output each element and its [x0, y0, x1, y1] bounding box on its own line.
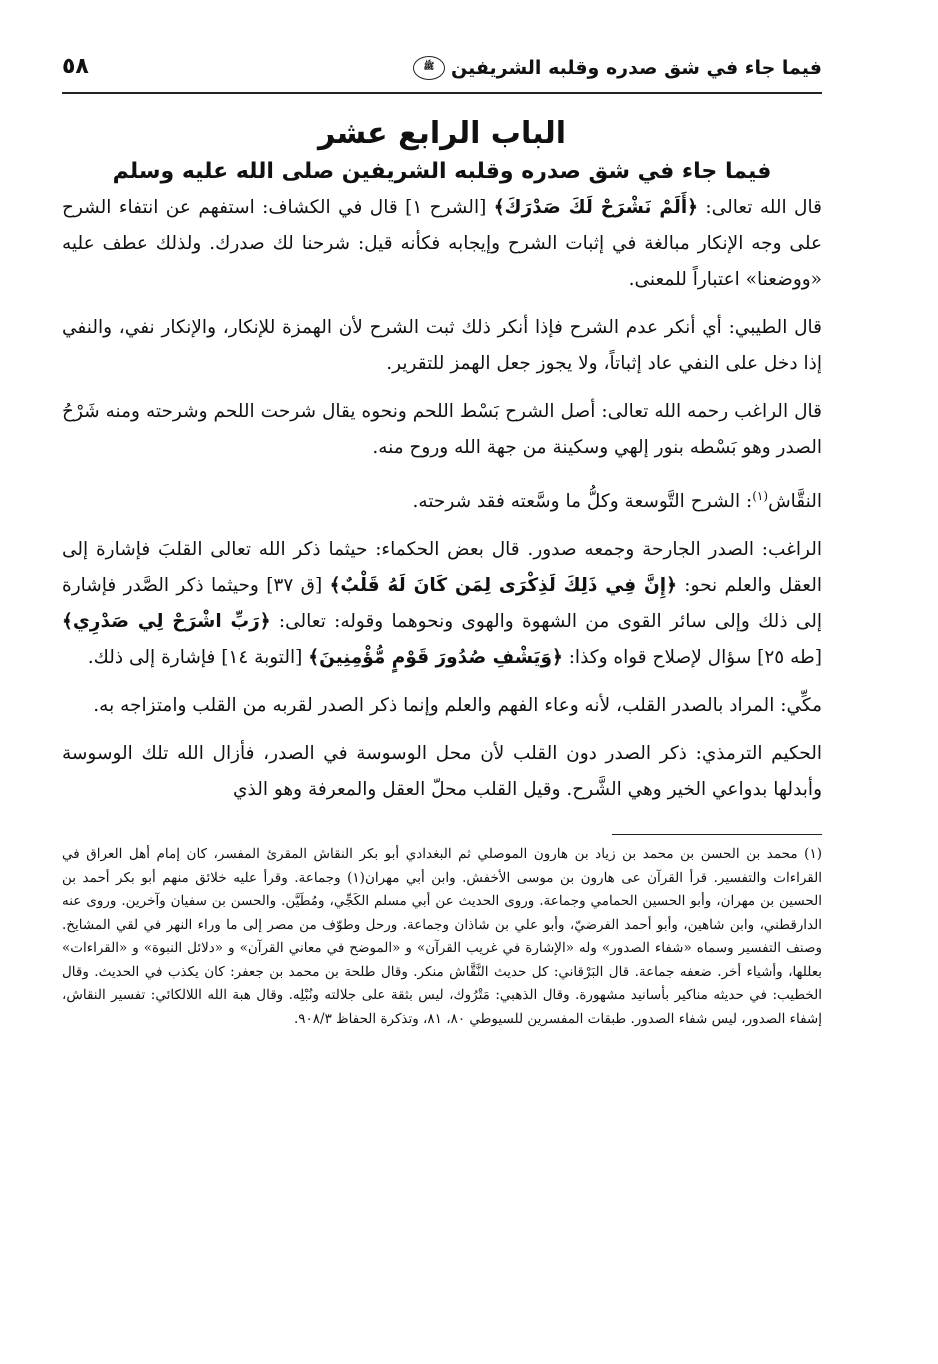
page-number: ٥٨	[62, 54, 89, 79]
paragraph-text: [التوبة ١٤] فإشارة إلى ذلك.	[87, 647, 309, 669]
paragraph-text: [طه ٢٥] سؤال لإصلاح قواه وكذا:	[562, 647, 822, 669]
quran-verse: ﴿أَلَمْ نَشْرَحْ لَكَ صَدْرَكَ﴾	[493, 197, 699, 218]
running-title-text: فيما جاء في شق صدره وقلبه الشريفين	[450, 57, 822, 79]
paragraph-text: الراغب: الصدر الجارحة وجمعه صدور. قال بعض الحكماء: حيثما ذكر الله تعالى القلبَ فإشارة إلى العقل والعلم نحو:	[62, 539, 823, 597]
paragraph-kashshaf	[62, 190, 822, 298]
footnote-separator	[612, 834, 822, 835]
running-title	[413, 56, 822, 80]
paragraph-text: النقَّاش	[768, 491, 822, 513]
paragraph-text: قال الله تعالى:	[698, 197, 822, 218]
chapter-title: الباب الرابع عشر	[317, 116, 567, 151]
paragraph-text: [الشرح ١] قال في الكشاف: استفهم عن انتفاء الشرح على وجه الإنكار مبالغة في إثبات الشرح وإيجابه فكأنه قيل: شرحنا لك صدرك. ولذلك عطف عليه «ووضعنا» اعتباراً للمعنى.	[62, 197, 822, 290]
paragraph-makki: مكِّي: المراد بالصدر القلب، لأنه وعاء الفهم والعلم وإنما ذكر الصدر لقربه من القلب وامتزاجه به.	[93, 695, 822, 717]
paragraph-tibi: قال الطيبي: أي أنكر عدم الشرح فإذا أنكر ذلك ثبت الشرح لأن الهمزة للإنكار، والإنكار نفي، والنفي إذا دخل على النفي عاد إثباتاً، ولا يجوز جعل الهمز للتقرير.	[62, 317, 822, 374]
book-page	[62, 46, 822, 1031]
running-header	[62, 46, 822, 94]
quran-verse: ﴿إِنَّ فِي ذَلِكَ لَذِكْرَى لِمَن كَانَ لَهُ قَلْبٌ﴾	[329, 575, 677, 597]
quran-verse: ﴿وَيَشْفِ صُدُورَ قَوْمٍ مُّؤْمِنِينَ﴾	[308, 647, 563, 669]
paragraph-raghib-2	[62, 532, 822, 676]
paragraph-text: [ق ٣٧] وحيثما ذكر الصَّدر فإشارة إلى ذلك وإلى سائر القوى من الشهوة والهوى ونحوهما وقوله: تعالى:	[62, 575, 823, 633]
paragraph-naqqash	[62, 478, 822, 520]
quran-verse: ﴿رَبِّ اشْرَحْ لِي صَدْرِي﴾	[62, 611, 271, 633]
paragraph-text: : الشرح التَّوسعة وكلُّ ما وسَّعته فقد شرحته.	[412, 491, 753, 513]
paragraph-tirmidhi: الحكيم الترمذي: ذكر الصدر دون القلب لأن محل الوسوسة في الصدر، فأزال الله تلك الوسوسة وأبدلها بدواعي الخير وهي الشَّرح. وقيل القلب محلّ العقل والمعرفة وهو الذي	[62, 743, 822, 801]
footnote-reference: (١)	[752, 489, 769, 503]
chapter-subtitle: فيما جاء في شق صدره وقلبه الشريفين صلى الله عليه وسلم	[112, 159, 772, 184]
pbuh-seal-icon: ﷺ	[413, 56, 445, 80]
footnote: (١) محمد بن الحسن بن محمد بن زياد بن هارون الموصلي ثم البغدادي أبو بكر النقاش المقرئ المفسر، كان إمام أهل العراق في القراءات والتفسير. قرأ القرآن عى هارون بن موسى الأخفش. وابن أبي مهران(١) وجماعة. وقرأ عليه خلائق منهم أبو بكر أحمد بن الحسين بن مهران، وأبو الحسين الحمامي وجماعة. وروى الحديث عن أبي مسلم الكَجِّي، ومُطَيَّن. والحسن بن سفيان وآخرين. وروى عنه الدارقطني، وابن شاهين، وأبو أحمد الفرضيّ، وأبو علي بن شاذان وجماعة. ورحل وطوّف من مصر إلى ما وراء النهر في لقي المشايخ. وصنف التفسير وسماه «شفاء الصدور» وله «الإشارة في غريب القرآن» و «الموضح في معاني القرآن» و «دلائل النبوة» و «القراءات» بعللها، وأشياء أخر. ضعفه جماعة. قال البَرْقاني: كل حديث النَّقَّاش منكر. وقال طلحة بن محمد بن جعفر: كان يكذب في الحديث. وقال الخطيب: في حديثه مناكير بأسانيد مشهورة. وقال الذهبي: مَتْرُوك، ليس بثقة على جلالته ونُبْلِه. وقال هبة الله اللالكائي: تفسير النقاش، إشفاء الصدور، ليس شفاء الصدور. طبقات المفسرين للسيوطي ٨٠، ٨١، وتذكرة الحفاظ ٩٠٨/٣.	[62, 846, 822, 1027]
paragraph-raghib-1: قال الراغب رحمه الله تعالى: أصل الشرح بَسْط اللحم ونحوه يقال شرحت اللحم وشرحته ومنه شَرْحُ الصدر وهو بَسْطه بنور إلهي وسكينة من جهة الله وروح منه.	[62, 401, 822, 458]
